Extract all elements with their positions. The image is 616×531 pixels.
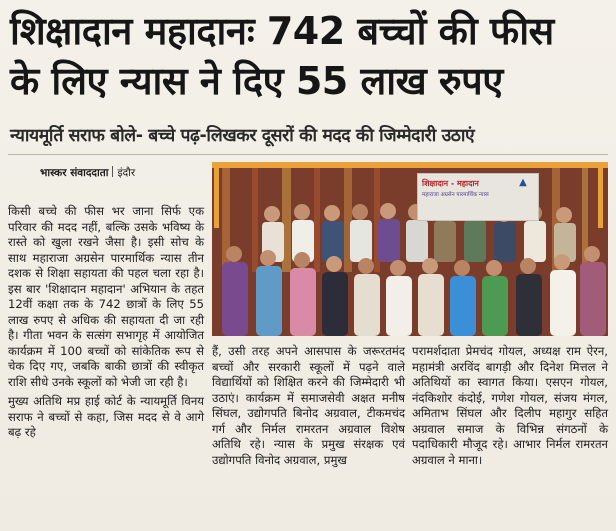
headline-line-1: शिक्षादान महादानः 742 बच्चों की फीस (10, 9, 554, 53)
headline (10, 6, 610, 106)
byline (40, 166, 135, 180)
article-column-1 (8, 204, 204, 445)
article-column-2 (212, 344, 405, 472)
event-banner (417, 173, 539, 221)
byline-separator (112, 166, 113, 177)
byline-city: इंदौर (117, 167, 136, 179)
banner-subtitle: महाराजा अग्रसेन पारमार्थिक न्यास (422, 192, 489, 198)
column-1-paragraph-2: मुख्य अतिथि मप्र हाई कोर्ट के न्यायमूर्ति विनय सराफ ने बच्चों से कहा, जिस मदद से वे आगे बढ़ रहे (8, 394, 204, 439)
column-1-paragraph-1: किसी बच्चे की फीस भर जाना सिर्फ एक परिवार की मदद नहीं, बल्कि उसके भविष्य के रास्ते को खुला रखने जैसा है। इसी सोच के साथ महाराजा अग्रसेन पारमार्थिक न्यास तीन दशक से शिक्षा सहायता की पहल चला रहा है। इस बार 'शिक्षादान महादान' अभियान के तहत 12वीं कक्षा तक के 742 छात्रों के लिए 55 लाख रुपए से अधिक की सहायता दी जा रही है। गीता भवन के सत्संग सभागृह में आयोजित कार्यक्रम में 100 बच्चों को सांकेतिक रूप से चेक दिए गए, जबकि बाकी छात्रों की स्वीकृत राशि सीधे उनके स्कूलों को भेजी जा रही है। (8, 204, 204, 389)
event-photo (212, 162, 608, 336)
subheadline: न्यायमूर्ति सराफ बोले- बच्चे पढ़-लिखकर दूसरों की मदद की जिम्मेदारी उठाएं (10, 126, 475, 146)
article-column-3 (412, 344, 608, 472)
byline-reporter: भास्कर संवाददाता (40, 167, 109, 179)
column-2-paragraph-1: हैं, उसी तरह अपने आसपास के जरूरतमंद बच्चों और सरकारी स्कूलों में पढ़ने वाले विद्यार्थियों को शिक्षित करने की जिम्मेदारी भी उठाएं। कार्यक्रम में समाजसेवी अक्षत मनीष सिंघल, उद्योगपति बिनोद अग्रवाल, टीकमचंद गर्ग और निर्मल रामरतन अग्रवाल विशेष अतिथि रहे। न्यास के प्रमुख संरक्षक एवं उद्योगपति विनोद अग्रवाल, प्रमुख (212, 344, 405, 467)
event-photo-illustration (212, 162, 608, 336)
column-3-paragraph-1: परामर्शदाता प्रेमचंद गोयल, अध्यक्ष राम ऐरन, महामंत्री अरविंद बागड़ी और दिनेश मित्तल ने अतिथियों का स्वागत किया। एसएन गोयल, नंदकिशोर कंदोई, गणेश गोयल, संजय मंगल, अमिताभ सिंघल और दिलीप महागुर सहित अग्रवाल समाज के विभिन्न संगठनों के पदाधिकारी मौजूद रहे। आभार निर्मल रामरतन अग्रवाल ने माना। (412, 344, 608, 467)
divider (8, 154, 608, 155)
headline-line-2: के लिए न्यास ने दिए 55 लाख रुपए (10, 59, 503, 103)
trust-logo-icon: ▲ (519, 177, 527, 188)
banner-title: शिक्षादान - महादान (422, 179, 479, 188)
